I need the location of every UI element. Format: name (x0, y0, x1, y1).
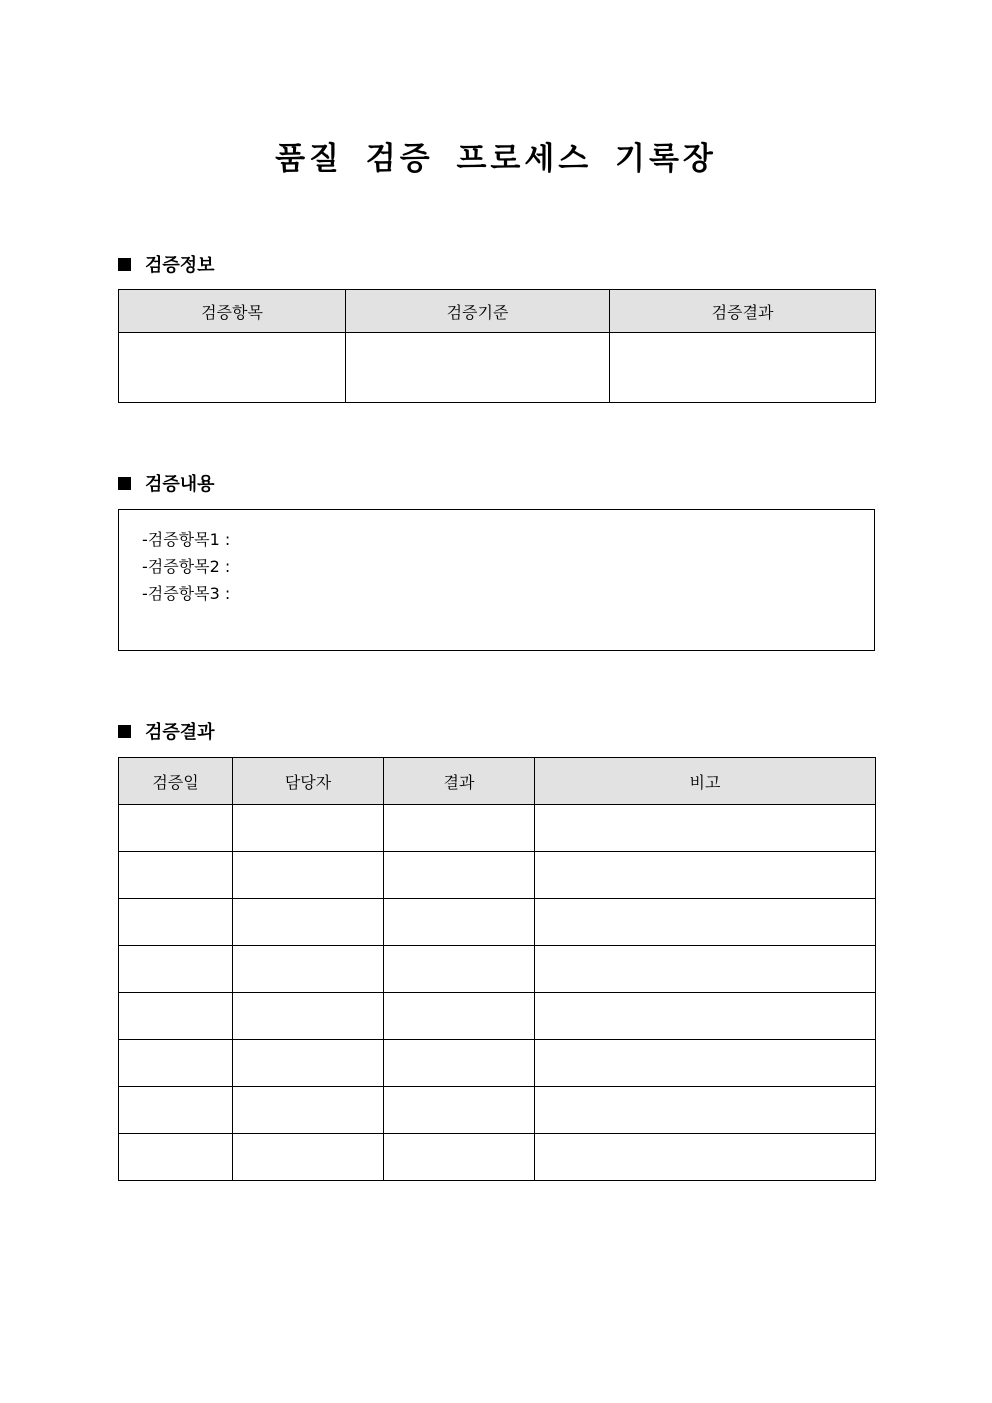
table-cell[interactable] (535, 805, 876, 852)
table-cell[interactable] (233, 1134, 384, 1181)
info-table-header-row (119, 290, 876, 333)
info-col-item: 검증항목 (119, 290, 346, 333)
table-row (119, 333, 876, 403)
result-table-header-row (119, 758, 876, 805)
result-table (118, 757, 876, 1181)
table-cell[interactable] (535, 899, 876, 946)
table-row (119, 1087, 876, 1134)
table-cell[interactable] (119, 946, 233, 993)
result-col-manager: 담당자 (233, 758, 384, 805)
table-row (119, 1040, 876, 1087)
table-cell[interactable] (233, 1087, 384, 1134)
table-cell[interactable] (384, 993, 535, 1040)
table-cell[interactable] (384, 1134, 535, 1181)
table-cell[interactable] (610, 333, 876, 403)
table-cell[interactable] (384, 946, 535, 993)
square-bullet-icon (118, 725, 131, 738)
table-cell[interactable] (119, 899, 233, 946)
table-cell[interactable] (384, 1087, 535, 1134)
table-row (119, 805, 876, 852)
table-row (119, 1134, 876, 1181)
table-cell[interactable] (535, 1040, 876, 1087)
table-cell[interactable] (119, 333, 346, 403)
table-cell[interactable] (119, 993, 233, 1040)
section-heading-label: 검증내용 (145, 474, 215, 495)
table-cell[interactable] (384, 1040, 535, 1087)
table-cell[interactable] (119, 1087, 233, 1134)
info-col-criteria: 검증기준 (346, 290, 610, 333)
content-line-2: -검증항목2 : (142, 557, 231, 576)
result-col-result: 결과 (384, 758, 535, 805)
table-cell[interactable] (535, 1087, 876, 1134)
table-row (119, 852, 876, 899)
table-cell[interactable] (535, 1134, 876, 1181)
table-cell[interactable] (119, 852, 233, 899)
table-cell[interactable] (384, 805, 535, 852)
result-col-remarks: 비고 (535, 758, 876, 805)
content-box[interactable] (118, 509, 875, 651)
table-cell[interactable] (346, 333, 610, 403)
info-table (118, 289, 876, 403)
table-cell[interactable] (233, 852, 384, 899)
info-col-result: 검증결과 (610, 290, 876, 333)
table-cell[interactable] (384, 899, 535, 946)
square-bullet-icon (118, 477, 131, 490)
table-cell[interactable] (119, 805, 233, 852)
table-cell[interactable] (119, 1040, 233, 1087)
content-line-1: -검증항목1 : (142, 530, 231, 549)
table-row (119, 993, 876, 1040)
table-row (119, 899, 876, 946)
table-cell[interactable] (535, 946, 876, 993)
table-cell[interactable] (233, 1040, 384, 1087)
section-heading-result (118, 718, 215, 744)
result-col-date: 검증일 (119, 758, 233, 805)
table-cell[interactable] (233, 993, 384, 1040)
table-row (119, 946, 876, 993)
document-title: 품질 검증 프로세스 기록장 (275, 141, 717, 177)
square-bullet-icon (118, 258, 131, 271)
table-cell[interactable] (535, 993, 876, 1040)
section-heading-label: 검증결과 (145, 722, 215, 743)
table-cell[interactable] (119, 1134, 233, 1181)
table-cell[interactable] (384, 852, 535, 899)
section-heading-content (118, 470, 215, 496)
content-line-3: -검증항목3 : (142, 584, 231, 603)
section-heading-info (118, 251, 215, 277)
table-cell[interactable] (233, 805, 384, 852)
section-heading-label: 검증정보 (145, 255, 215, 276)
table-cell[interactable] (233, 946, 384, 993)
table-cell[interactable] (233, 899, 384, 946)
table-cell[interactable] (535, 852, 876, 899)
